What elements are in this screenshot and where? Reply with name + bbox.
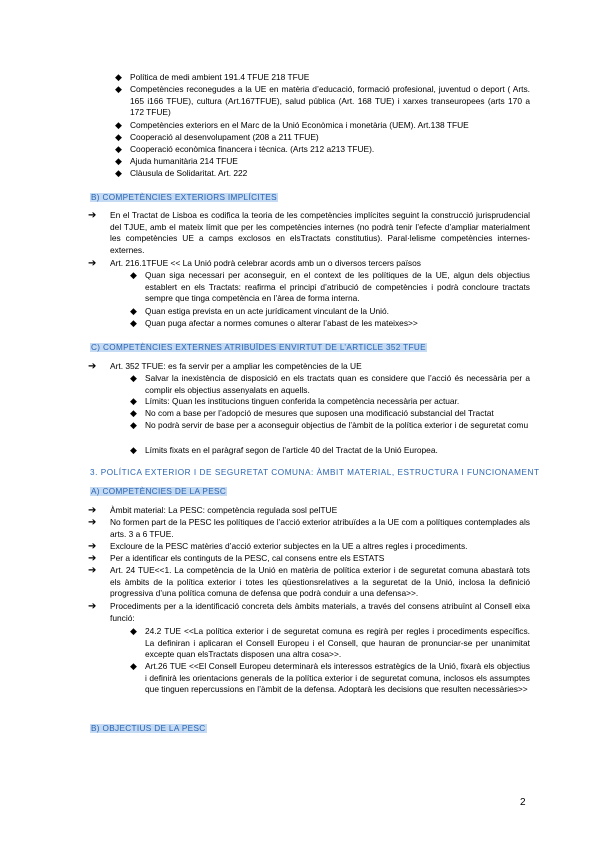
paragraph: ➔ No formen part de la PESC les polítiques de l’acció exterior atribuïdes a la UE com a polítiques contemplades als arts. 3 a 6 TFUE. <box>88 517 530 539</box>
paragraph: ➔ En el Tractat de Lisboa es codifica la teoria de les competències implícites seguint la construcció jurisprudencial del TJUE, amb el mateix límit que per les competències internes (no podrà tenir l’efecte d’ampliar materialment les competències UE a camps exclosos en elsTractats constitutius). Paral·lelisme competències internes-externes. <box>88 210 530 255</box>
list-item: ◆ Competències exteriors en el Marc de la Unió Econòmica i monetària (UEM). Art.138 TFUE <box>115 120 469 130</box>
diamond-bullet-icon: ◆ <box>115 144 122 154</box>
paragraph: ➔ Art. 352 TFUE: es fa servir per a ampliar les competències de la UE <box>88 361 362 372</box>
arrow-bullet-icon: ➔ <box>88 258 97 269</box>
arrow-bullet-icon: ➔ <box>88 601 97 612</box>
list-item: ◆ Salvar la inexistència de disposició en els tractats quan es considere que l’acció és necessària per a complir els objectius assenyalats en aquells. <box>130 373 530 395</box>
arrow-bullet-icon: ➔ <box>88 553 97 564</box>
list-item: ◆ Clàusula de Solidaritat. Art. 222 <box>115 168 248 178</box>
diamond-bullet-icon: ◆ <box>115 72 122 82</box>
arrow-bullet-icon: ➔ <box>88 517 97 528</box>
section-heading: B) COMPETÈNCIES EXTERIORS IMPLÍCITES <box>91 193 277 202</box>
diamond-bullet-icon: ◆ <box>130 626 137 636</box>
arrow-bullet-icon: ➔ <box>88 210 97 221</box>
chapter-title: 3. POLÍTICA EXTERIOR I DE SEGURETAT COMUNA: ÀMBIT MATERIAL, ESTRUCTURA I FUNCIONAMENT <box>90 468 540 477</box>
section-heading: B) OBJECTIUS DE LA PESC <box>91 724 206 733</box>
arrow-bullet-icon: ➔ <box>88 565 97 576</box>
diamond-bullet-icon: ◆ <box>115 132 122 142</box>
diamond-bullet-icon: ◆ <box>130 408 137 418</box>
diamond-bullet-icon: ◆ <box>130 445 137 455</box>
section-heading: C) COMPETÈNCIES EXTERNES ATRIBUÏDES ENVIRTUT DE L’ARTICLE 352 TFUE <box>91 343 426 352</box>
paragraph: ➔ Àmbit material: La PESC: competència regulada sosl pelTUE <box>88 505 338 516</box>
diamond-bullet-icon: ◆ <box>115 168 122 178</box>
arrow-bullet-icon: ➔ <box>88 541 97 552</box>
list-item: ◆ Art.26 TUE <<El Consell Europeu determinarà els interessos estratègics de la Unió, fixarà els objectius i definirà les orientacions generals de la política exterior i de seguretat comuna, inclosos els assumptes que tinguen repercussions en l’àmbit de la defensa. Adoptarà les decisions que resulten necessàries>> <box>130 661 530 694</box>
diamond-bullet-icon: ◆ <box>115 120 122 130</box>
section-heading: A) COMPETÈNCIES DE LA PESC <box>91 487 227 496</box>
list-item: ◆ Quan estiga prevista en un acte jurídicament vinculant de la Unió. <box>130 306 389 316</box>
diamond-bullet-icon: ◆ <box>115 84 122 94</box>
list-item: ◆ 24.2 TUE <<La política exterior i de seguretat comuna es regirà per regles i procediments específics. La definiran i aplicaran el Consell Europeu i el Consell, que hauran de pronunciar-se per unanimitat excepte quan elsTractats disposen una altra cosa>>. <box>130 626 530 659</box>
paragraph: ➔ Art. 216.1TFUE << La Unió podrà celebrar acords amb un o diversos tercers països <box>88 258 421 269</box>
diamond-bullet-icon: ◆ <box>130 420 137 430</box>
diamond-bullet-icon: ◆ <box>130 373 137 383</box>
arrow-bullet-icon: ➔ <box>88 361 97 372</box>
arrow-bullet-icon: ➔ <box>88 505 97 516</box>
list-item: ◆ Cooperació al desenvolupament (208 a 211 TFUE) <box>115 132 319 142</box>
list-item: ◆ Límits fixats en el paràgraf segon de l’article 40 del Tractat de la Unió Europea. <box>130 445 438 455</box>
diamond-bullet-icon: ◆ <box>130 661 137 671</box>
diamond-bullet-icon: ◆ <box>130 306 137 316</box>
diamond-bullet-icon: ◆ <box>130 270 137 280</box>
list-item: ◆ Límits: Quan les institucions tinguen conferida la competència necessària per actuar. <box>130 396 460 406</box>
page-number: 2 <box>520 797 526 808</box>
list-item: ◆ Política de medi ambient 191.4 TFUE 218 TFUE <box>115 72 310 82</box>
list-item: ◆ No com a base per l’adopció de mesures que suposen una modificació substancial del Tractat <box>130 408 494 418</box>
list-item: ◆ Competències reconegudes a la UE en matèria d’educació, formació profesional, juventud o deport ( Arts. 165 i166 TFUE), cultura (Art.167TFUE), salud pública (Art. 168 TUE) i xarxes transeuropees (arts 170 a 172 TFUE) <box>115 84 530 117</box>
diamond-bullet-icon: ◆ <box>130 318 137 328</box>
list-item: ◆ No podrà servir de base per a aconseguir objectius de l’àmbit de la política exterior i de seguretat comu <box>130 420 529 430</box>
list-item: ◆ Cooperació econòmica financera i tècnica. (Arts 212 a213 TFUE). <box>115 144 375 154</box>
list-item: ◆ Quan siga necessari per aconseguir, en el context de les polítiques de la UE, algun dels objectius establert en els Tractats: reafirma el principi d’atribució de competències i podrà concloure tractats sempre que tinga competència en l’àrea de forma interna. <box>130 270 530 303</box>
list-item: ◆ Quan puga afectar a normes comunes o alterar l’abast de les mateixes>> <box>130 318 418 328</box>
diamond-bullet-icon: ◆ <box>115 156 122 166</box>
diamond-bullet-icon: ◆ <box>130 396 137 406</box>
paragraph: ➔ Art. 24 TUE<<1. La competència de la Unió en matèria de política exterior i de seguretat comuna abastarà tots els àmbits de la política exterior i totes les qüestionsrelatives a la seguretat de la Unió, inclosa la definició progressiva d’una política comuna de defensa que podrà conduir a una defensa>>. <box>88 565 530 598</box>
list-item: ◆ Ajuda humanitària 214 TFUE <box>115 156 238 166</box>
paragraph: ➔ Excloure de la PESC matèries d’acció exterior subjectes en la UE a altres regles i procediments. <box>88 541 468 552</box>
paragraph: ➔ Procediments per a la identificació concreta dels àmbits materials, a través del consens atribuïnt al Consell eixa funció: <box>88 601 530 623</box>
paragraph: ➔ Per a identificar els continguts de la PESC, cal consens entre els ESTATS <box>88 553 385 564</box>
